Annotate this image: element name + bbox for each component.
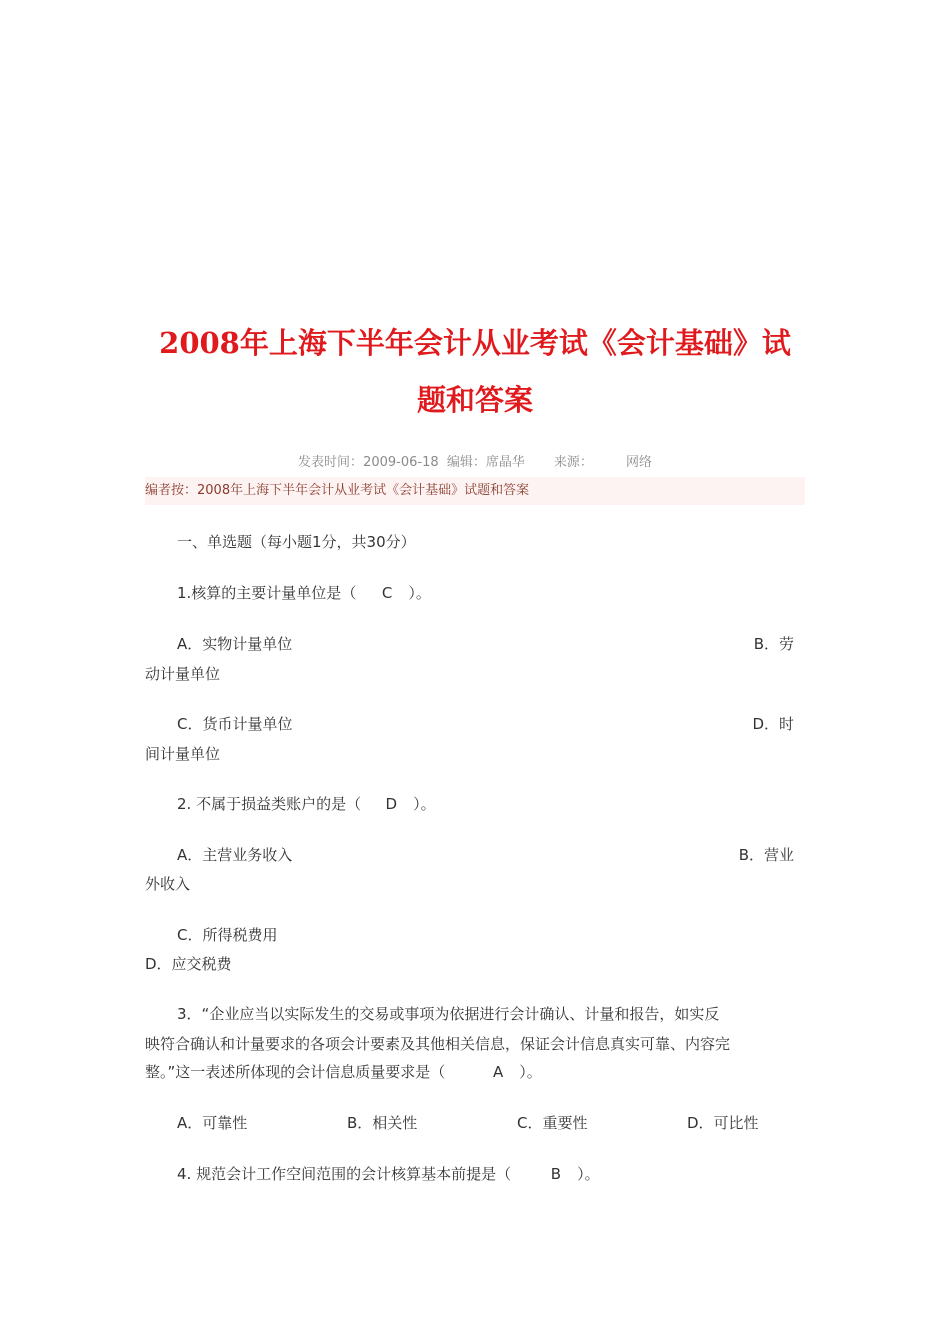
- publish-time-value: 2009-06-18: [363, 455, 439, 470]
- article-meta: [145, 453, 805, 473]
- question-1-option-d: D．时: [752, 715, 794, 733]
- editor-label: 编辑：: [446, 455, 486, 470]
- article-title: [145, 315, 805, 429]
- question-2-option-b-cont: 外收入: [145, 875, 191, 893]
- question-3-option-a: A．可靠性: [177, 1114, 248, 1132]
- question-3-option-c: C．重要性: [517, 1114, 588, 1132]
- question-1-text: 1.核算的主要计量单位是（: [177, 584, 357, 602]
- question-3-stem-line-3: [145, 1058, 542, 1087]
- publish-time-label: 发表时间：: [298, 455, 364, 470]
- question-2-option-c: C．所得税费用: [177, 926, 278, 944]
- section-heading: 一、单选题（每小题1分，共30分）: [177, 533, 416, 551]
- question-1-option-d-cont: 间计量单位: [145, 745, 221, 763]
- question-3-stem-line-1: 3．“企业应当以实际发生的交易或事项为依据进行会计确认、计量和报告，如实反: [177, 1005, 720, 1023]
- question-2-option-a: A．主营业务收入: [177, 846, 293, 864]
- question-4-answer: B: [550, 1165, 562, 1183]
- question-2-answer: D: [385, 795, 398, 813]
- question-2-end: ）。: [413, 795, 436, 813]
- question-3-option-b: B．相关性: [347, 1114, 418, 1132]
- question-2-option-d: D．应交税费: [145, 955, 232, 973]
- question-3-answer: A: [493, 1063, 504, 1081]
- question-3-option-d: D．可比性: [687, 1114, 759, 1132]
- question-2-text: 2. 不属于损益类账户的是（: [177, 795, 362, 813]
- question-2-option-b: B．营业: [738, 846, 794, 864]
- question-1-option-b: B．劳: [753, 635, 794, 653]
- question-1-option-c: C．货币计量单位: [177, 715, 293, 733]
- question-1-end: ）。: [408, 584, 431, 602]
- question-4-end: ）。: [577, 1165, 600, 1183]
- question-3-stem-line-2: 映符合确认和计量要求的各项会计要素及其他相关信息，保证会计信息真实可靠、内容完: [145, 1035, 731, 1053]
- editor-note: 编者按：2008年上海下半年会计从业考试《会计基础》试题和答案: [145, 477, 805, 505]
- article-title-line-2: 题和答案: [416, 383, 533, 417]
- question-3-end: ）。: [519, 1063, 542, 1081]
- question-4-stem: [177, 1160, 600, 1189]
- editor-value: 席晶华: [485, 455, 525, 470]
- question-1-option-a: A．实物计量单位: [177, 635, 293, 653]
- question-2-stem: [177, 790, 436, 819]
- question-1-option-b-cont: 动计量单位: [145, 665, 221, 683]
- source-value: 网络: [625, 455, 652, 470]
- question-1-stem: [177, 579, 431, 608]
- question-4-text: 4. 规范会计工作空间范围的会计核算基本前提是（: [177, 1165, 512, 1183]
- article-title-line-1: 2008年上海下半年会计从业考试《会计基础》试: [159, 326, 791, 360]
- question-1-answer: C: [381, 584, 393, 602]
- question-3-text: 整。”这一表述所体现的会计信息质量要求是（: [145, 1063, 446, 1081]
- source-label: 来源：: [553, 455, 593, 470]
